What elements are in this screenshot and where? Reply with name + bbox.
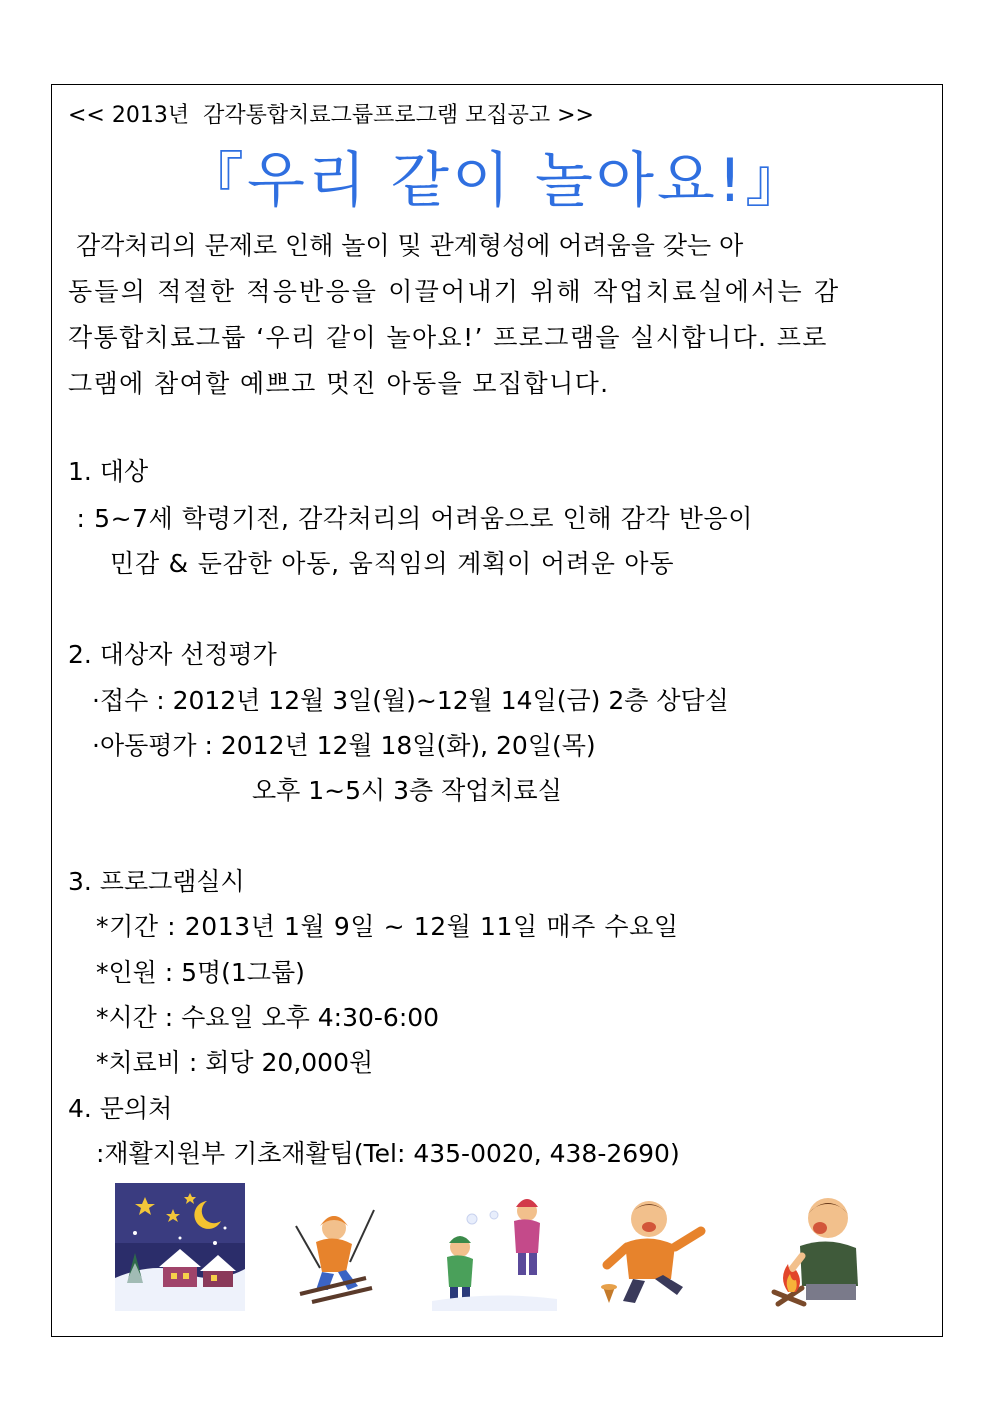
section-2-evaluation: ·아동평가 : 2012년 12월 18일(화), 20일(목): [92, 731, 596, 760]
section-1-line-1: : 5~7세 학령기전, 감각처리의 어려움으로 인해 감각 반응이: [68, 504, 754, 533]
section-2-evaluation-time: 오후 1~5시 3층 작업치료실: [252, 776, 562, 805]
section-3-fee: *치료비 : 회당 20,000원: [96, 1048, 374, 1077]
section-4-heading: 4. 문의처: [68, 1094, 173, 1123]
section-3-time: *시간 : 수요일 오후 4:30-6:00: [96, 1003, 440, 1032]
illustration-strip: [110, 1183, 870, 1318]
section-1-heading: 1. 대상: [68, 457, 149, 486]
notice-header: << 2013년 감각통합치료그룹프로그램 모집공고 >>: [68, 103, 594, 128]
section-3-period: *기간 : 2013년 1월 9일 ~ 12월 11일 매주 수요일: [96, 912, 679, 941]
children-snowball-fight-illustration: [432, 1183, 557, 1311]
program-title: 『우리 같이 놀아요!』: [184, 146, 808, 216]
section-4-contact: :재활지원부 기초재활팀(Tel: 435-0020, 438-2690): [96, 1139, 680, 1168]
intro-line-3: 각통합치료그룹 ‘우리 같이 놀아요!’ 프로그램을 실시합니다. 프로: [68, 323, 828, 352]
winter-night-village-illustration: [115, 1183, 245, 1311]
child-by-campfire-illustration: [758, 1188, 870, 1312]
intro-line-1: 감각처리의 문제로 인해 놀이 및 관계형성에 어려움을 갖는 아: [68, 231, 744, 260]
child-spinning-top-illustration: [593, 1191, 713, 1311]
section-2-heading: 2. 대상자 선정평가: [68, 640, 277, 669]
section-1-line-2: 민감 & 둔감한 아동, 움직임의 계획이 어려운 아동: [110, 549, 675, 578]
section-2-reception: ·접수 : 2012년 12월 3일(월)~12월 14일(금) 2층 상담실: [92, 686, 729, 715]
child-skiing-illustration: [282, 1198, 382, 1308]
section-3-heading: 3. 프로그램실시: [68, 867, 245, 896]
intro-line-4: 그램에 참여할 예쁘고 멋진 아동을 모집합니다.: [68, 369, 610, 398]
intro-line-2: 동들의 적절한 적응반응을 이끌어내기 위해 작업치료실에서는 감: [68, 277, 841, 306]
section-3-people: *인원 : 5명(1그룹): [96, 958, 305, 987]
